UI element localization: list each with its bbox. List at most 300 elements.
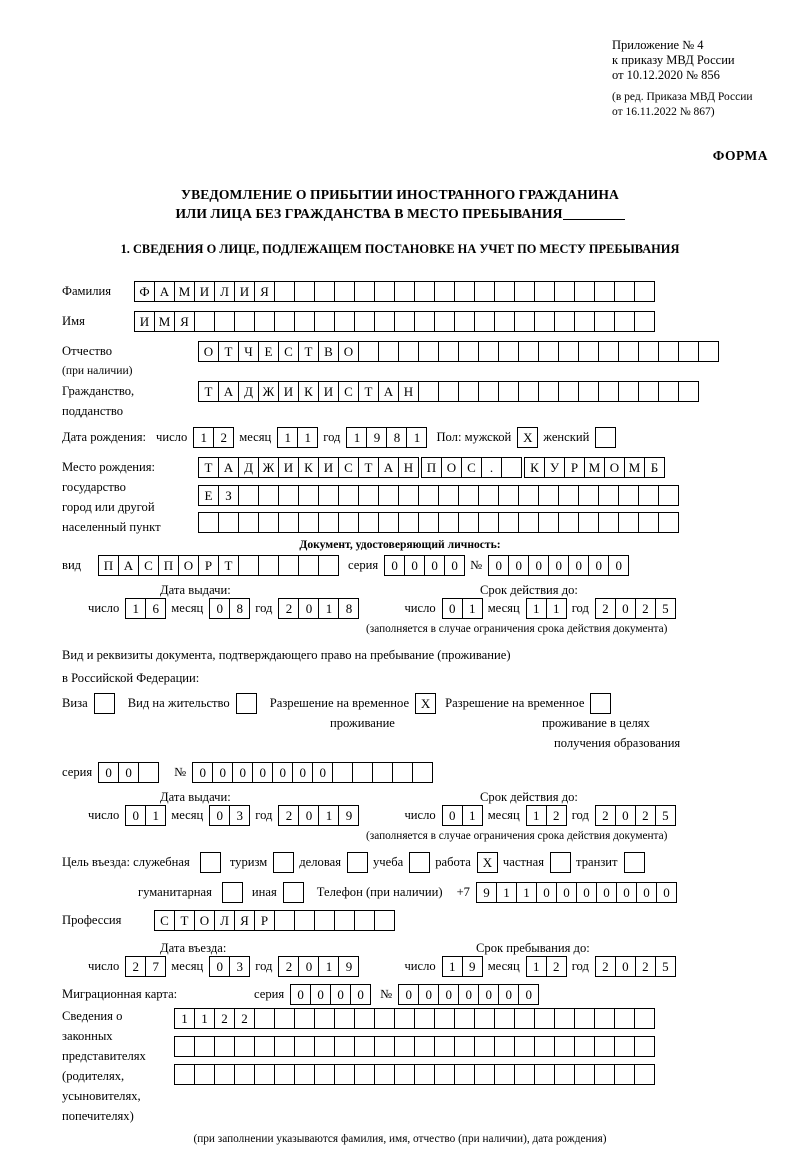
form-cell[interactable]: 1 [125, 598, 146, 619]
form-cell[interactable] [283, 882, 304, 903]
form-cell[interactable] [534, 311, 555, 332]
form-cell[interactable]: 0 [298, 956, 319, 977]
form-cell[interactable]: 0 [528, 555, 549, 576]
form-cell[interactable]: С [278, 341, 299, 362]
input-mc-number[interactable] [398, 984, 538, 1005]
checkbox-purpose-work[interactable] [477, 852, 497, 873]
form-cell[interactable] [347, 852, 368, 873]
form-cell[interactable] [614, 1064, 635, 1085]
form-cell[interactable]: М [154, 311, 175, 332]
checkbox-purpose-tourism[interactable] [273, 852, 293, 873]
input-patronymic[interactable] [198, 341, 718, 362]
form-cell[interactable]: 1 [297, 427, 318, 448]
form-cell[interactable]: 1 [194, 1008, 215, 1029]
form-cell[interactable]: Н [398, 381, 419, 402]
form-cell[interactable]: . [481, 457, 502, 478]
form-cell[interactable] [634, 281, 655, 302]
form-cell[interactable]: И [318, 457, 339, 478]
form-cell[interactable] [678, 381, 699, 402]
input-permit-valid-month[interactable] [526, 805, 566, 826]
form-cell[interactable] [658, 341, 679, 362]
form-cell[interactable] [374, 910, 395, 931]
input-birth-day[interactable] [193, 427, 233, 448]
form-cell[interactable] [194, 1036, 215, 1057]
input-legal-rep-row2[interactable] [174, 1036, 654, 1057]
form-cell[interactable] [658, 512, 679, 533]
form-cell[interactable] [594, 1064, 615, 1085]
form-cell[interactable]: 0 [488, 555, 509, 576]
form-cell[interactable]: 0 [192, 762, 213, 783]
form-cell[interactable] [595, 427, 616, 448]
form-cell[interactable]: 0 [588, 555, 609, 576]
form-cell[interactable] [434, 311, 455, 332]
form-cell[interactable]: И [278, 457, 299, 478]
form-cell[interactable] [634, 1008, 655, 1029]
form-cell[interactable]: 7 [145, 956, 166, 977]
form-cell[interactable]: И [194, 281, 215, 302]
form-cell[interactable] [414, 281, 435, 302]
form-cell[interactable] [314, 311, 335, 332]
form-cell[interactable] [334, 1008, 355, 1029]
form-cell[interactable] [478, 485, 499, 506]
form-cell[interactable]: С [154, 910, 175, 931]
checkbox-purpose-private[interactable] [550, 852, 570, 873]
form-cell[interactable] [334, 1036, 355, 1057]
form-cell[interactable] [354, 1064, 375, 1085]
form-cell[interactable]: И [318, 381, 339, 402]
form-cell[interactable]: 0 [350, 984, 371, 1005]
form-cell[interactable]: 5 [655, 956, 676, 977]
form-cell[interactable] [574, 311, 595, 332]
form-cell[interactable] [658, 381, 679, 402]
form-cell[interactable]: С [461, 457, 482, 478]
form-cell[interactable] [574, 1064, 595, 1085]
form-cell[interactable] [518, 381, 539, 402]
form-cell[interactable] [394, 1064, 415, 1085]
form-cell[interactable] [338, 485, 359, 506]
form-cell[interactable]: 1 [318, 956, 339, 977]
form-cell[interactable] [374, 281, 395, 302]
form-cell[interactable] [234, 311, 255, 332]
form-cell[interactable]: 0 [458, 984, 479, 1005]
form-cell[interactable]: К [298, 457, 319, 478]
form-cell[interactable] [298, 555, 319, 576]
form-cell[interactable] [634, 311, 655, 332]
input-entry-month[interactable] [209, 956, 249, 977]
form-cell[interactable]: 2 [635, 956, 656, 977]
checkbox-residence-permit[interactable] [236, 693, 256, 714]
form-cell[interactable] [274, 1008, 295, 1029]
form-cell[interactable] [478, 341, 499, 362]
form-cell[interactable] [558, 341, 579, 362]
form-cell[interactable] [278, 512, 299, 533]
form-cell[interactable]: И [234, 281, 255, 302]
form-cell[interactable] [534, 281, 555, 302]
form-cell[interactable]: 1 [516, 882, 537, 903]
form-cell[interactable] [354, 1008, 375, 1029]
form-cell[interactable] [314, 1064, 335, 1085]
form-cell[interactable] [174, 1064, 195, 1085]
form-cell[interactable] [314, 1008, 335, 1029]
form-cell[interactable] [578, 381, 599, 402]
form-cell[interactable] [574, 281, 595, 302]
form-cell[interactable] [234, 1036, 255, 1057]
checkbox-sex-male[interactable] [517, 427, 537, 448]
form-cell[interactable] [374, 1064, 395, 1085]
form-cell[interactable]: 0 [310, 984, 331, 1005]
form-cell[interactable]: П [98, 555, 119, 576]
input-stay-day[interactable] [442, 956, 482, 977]
form-cell[interactable]: Т [358, 457, 379, 478]
form-cell[interactable] [278, 485, 299, 506]
checkbox-temp-residence-edu[interactable] [590, 693, 610, 714]
form-cell[interactable]: 1 [406, 427, 427, 448]
form-cell[interactable]: 8 [338, 598, 359, 619]
form-cell[interactable] [554, 1036, 575, 1057]
form-cell[interactable]: 0 [212, 762, 233, 783]
form-cell[interactable] [398, 341, 419, 362]
form-cell[interactable]: 0 [442, 805, 463, 826]
input-legal-rep-row1[interactable] [174, 1008, 654, 1029]
form-cell[interactable] [294, 1008, 315, 1029]
form-cell[interactable]: X [477, 852, 498, 873]
form-cell[interactable]: 0 [556, 882, 577, 903]
form-cell[interactable]: 0 [118, 762, 139, 783]
form-cell[interactable] [574, 1036, 595, 1057]
form-cell[interactable]: П [158, 555, 179, 576]
form-cell[interactable] [414, 1008, 435, 1029]
form-cell[interactable]: 5 [655, 598, 676, 619]
form-cell[interactable] [614, 1036, 635, 1057]
form-cell[interactable]: 0 [438, 984, 459, 1005]
form-cell[interactable] [194, 1064, 215, 1085]
form-cell[interactable] [294, 910, 315, 931]
form-cell[interactable] [434, 1064, 455, 1085]
form-cell[interactable] [554, 311, 575, 332]
form-cell[interactable]: А [378, 381, 399, 402]
form-cell[interactable]: Е [258, 341, 279, 362]
form-cell[interactable]: 2 [214, 1008, 235, 1029]
form-cell[interactable]: 0 [298, 598, 319, 619]
form-cell[interactable]: 0 [298, 805, 319, 826]
input-birthplace-mid[interactable] [421, 457, 521, 478]
checkbox-temp-residence[interactable] [415, 693, 435, 714]
form-cell[interactable]: 0 [292, 762, 313, 783]
form-cell[interactable] [394, 1036, 415, 1057]
form-cell[interactable] [334, 1064, 355, 1085]
form-cell[interactable] [458, 485, 479, 506]
form-cell[interactable]: Н [398, 457, 419, 478]
form-cell[interactable] [314, 910, 335, 931]
form-cell[interactable]: Ж [258, 381, 279, 402]
form-cell[interactable]: 1 [462, 805, 483, 826]
form-cell[interactable]: 0 [615, 805, 636, 826]
form-cell[interactable]: Т [174, 910, 195, 931]
form-cell[interactable] [514, 1036, 535, 1057]
form-cell[interactable]: 0 [518, 984, 539, 1005]
form-cell[interactable] [138, 762, 159, 783]
form-cell[interactable] [200, 852, 221, 873]
form-cell[interactable]: 0 [330, 984, 351, 1005]
form-cell[interactable] [354, 910, 375, 931]
form-cell[interactable] [374, 311, 395, 332]
form-cell[interactable]: Р [198, 555, 219, 576]
form-cell[interactable]: 2 [595, 956, 616, 977]
form-cell[interactable] [374, 1036, 395, 1057]
form-cell[interactable]: З [218, 485, 239, 506]
form-cell[interactable] [550, 852, 571, 873]
form-cell[interactable] [418, 512, 439, 533]
form-cell[interactable]: Я [254, 281, 275, 302]
form-cell[interactable] [624, 852, 645, 873]
form-cell[interactable] [354, 1036, 375, 1057]
form-cell[interactable]: О [198, 341, 219, 362]
input-valid-year[interactable] [595, 598, 675, 619]
form-cell[interactable]: 1 [442, 956, 463, 977]
form-cell[interactable] [334, 281, 355, 302]
form-cell[interactable] [454, 1036, 475, 1057]
form-cell[interactable] [294, 281, 315, 302]
form-cell[interactable]: 0 [615, 598, 636, 619]
form-cell[interactable] [214, 311, 235, 332]
form-cell[interactable]: Л [214, 281, 235, 302]
form-cell[interactable] [358, 485, 379, 506]
form-cell[interactable]: С [338, 381, 359, 402]
form-cell[interactable] [238, 485, 259, 506]
form-cell[interactable]: Б [644, 457, 665, 478]
form-cell[interactable]: Т [218, 555, 239, 576]
form-cell[interactable]: 0 [444, 555, 465, 576]
form-cell[interactable]: Ж [258, 457, 279, 478]
form-cell[interactable] [434, 1036, 455, 1057]
form-cell[interactable] [458, 512, 479, 533]
form-cell[interactable]: 1 [145, 805, 166, 826]
form-cell[interactable] [518, 485, 539, 506]
form-cell[interactable]: 0 [209, 598, 230, 619]
input-entry-day[interactable] [125, 956, 165, 977]
form-cell[interactable] [474, 1064, 495, 1085]
form-cell[interactable]: 6 [145, 598, 166, 619]
form-cell[interactable] [394, 311, 415, 332]
form-cell[interactable]: 0 [209, 805, 230, 826]
form-cell[interactable] [298, 512, 319, 533]
form-cell[interactable]: П [421, 457, 442, 478]
input-mc-series[interactable] [290, 984, 370, 1005]
form-cell[interactable] [638, 485, 659, 506]
form-cell[interactable] [409, 852, 430, 873]
form-cell[interactable]: 0 [442, 598, 463, 619]
form-cell[interactable]: Т [198, 457, 219, 478]
form-cell[interactable] [474, 311, 495, 332]
form-cell[interactable]: 0 [615, 956, 636, 977]
form-cell[interactable] [214, 1036, 235, 1057]
form-cell[interactable] [414, 1036, 435, 1057]
form-cell[interactable] [514, 281, 535, 302]
form-cell[interactable]: 3 [229, 956, 250, 977]
form-cell[interactable]: 0 [596, 882, 617, 903]
form-cell[interactable]: 2 [546, 805, 567, 826]
form-cell[interactable] [394, 281, 415, 302]
form-cell[interactable] [458, 341, 479, 362]
form-cell[interactable]: 2 [278, 805, 299, 826]
input-name[interactable] [134, 311, 654, 332]
input-stay-year[interactable] [595, 956, 675, 977]
form-cell[interactable]: 0 [508, 555, 529, 576]
input-issue-month[interactable] [209, 598, 249, 619]
input-issue-year[interactable] [278, 598, 358, 619]
form-cell[interactable]: 0 [608, 555, 629, 576]
input-birthplace-row3[interactable] [198, 512, 678, 533]
form-cell[interactable] [294, 1064, 315, 1085]
form-cell[interactable] [354, 311, 375, 332]
form-cell[interactable] [334, 311, 355, 332]
form-cell[interactable] [498, 381, 519, 402]
input-valid-month[interactable] [526, 598, 566, 619]
input-valid-day[interactable] [442, 598, 482, 619]
form-cell[interactable] [254, 311, 275, 332]
input-profession[interactable] [154, 910, 394, 931]
form-cell[interactable] [698, 341, 719, 362]
form-cell[interactable] [618, 512, 639, 533]
form-cell[interactable]: К [524, 457, 545, 478]
form-cell[interactable]: 0 [568, 555, 589, 576]
form-cell[interactable] [298, 485, 319, 506]
form-cell[interactable]: 1 [546, 598, 567, 619]
form-cell[interactable]: X [517, 427, 538, 448]
form-cell[interactable]: 1 [496, 882, 517, 903]
form-cell[interactable]: 0 [576, 882, 597, 903]
input-birthplace-tail[interactable] [524, 457, 664, 478]
form-cell[interactable] [534, 1036, 555, 1057]
form-cell[interactable] [638, 381, 659, 402]
form-cell[interactable] [438, 381, 459, 402]
form-cell[interactable] [514, 1064, 535, 1085]
form-cell[interactable]: 2 [213, 427, 234, 448]
form-cell[interactable]: 0 [536, 882, 557, 903]
form-cell[interactable] [618, 341, 639, 362]
form-cell[interactable]: 1 [346, 427, 367, 448]
form-cell[interactable]: 2 [278, 598, 299, 619]
form-cell[interactable] [614, 1008, 635, 1029]
form-cell[interactable]: О [194, 910, 215, 931]
form-cell[interactable] [398, 485, 419, 506]
form-cell[interactable] [258, 512, 279, 533]
form-cell[interactable]: А [118, 555, 139, 576]
form-cell[interactable] [414, 311, 435, 332]
form-cell[interactable]: 1 [318, 598, 339, 619]
form-cell[interactable]: 2 [635, 598, 656, 619]
form-cell[interactable] [494, 1036, 515, 1057]
form-cell[interactable]: 0 [384, 555, 405, 576]
form-cell[interactable]: 2 [595, 805, 616, 826]
form-cell[interactable]: 5 [655, 805, 676, 826]
checkbox-purpose-transit[interactable] [624, 852, 644, 873]
form-cell[interactable] [236, 693, 257, 714]
checkbox-purpose-service[interactable] [200, 852, 220, 873]
form-cell[interactable]: Т [298, 341, 319, 362]
form-cell[interactable]: И [278, 381, 299, 402]
form-cell[interactable] [578, 512, 599, 533]
form-cell[interactable] [438, 485, 459, 506]
form-cell[interactable] [454, 1008, 475, 1029]
form-cell[interactable] [638, 512, 659, 533]
form-cell[interactable]: X [415, 693, 436, 714]
form-cell[interactable] [434, 1008, 455, 1029]
form-cell[interactable]: М [174, 281, 195, 302]
form-cell[interactable]: И [134, 311, 155, 332]
form-cell[interactable] [274, 281, 295, 302]
form-cell[interactable] [494, 1064, 515, 1085]
form-cell[interactable] [434, 281, 455, 302]
form-cell[interactable]: О [441, 457, 462, 478]
form-cell[interactable] [594, 311, 615, 332]
form-cell[interactable]: 0 [312, 762, 333, 783]
form-cell[interactable]: 2 [125, 956, 146, 977]
form-cell[interactable] [234, 1064, 255, 1085]
input-surname[interactable] [134, 281, 654, 302]
form-cell[interactable]: Л [214, 910, 235, 931]
form-cell[interactable] [278, 555, 299, 576]
form-cell[interactable]: 1 [526, 598, 547, 619]
form-cell[interactable]: Д [238, 381, 259, 402]
form-cell[interactable]: С [138, 555, 159, 576]
form-cell[interactable]: 0 [498, 984, 519, 1005]
form-cell[interactable] [354, 281, 375, 302]
form-cell[interactable]: Ч [238, 341, 259, 362]
form-cell[interactable] [534, 1008, 555, 1029]
form-cell[interactable]: 1 [174, 1008, 195, 1029]
form-cell[interactable]: М [624, 457, 645, 478]
input-permit-series[interactable] [98, 762, 158, 783]
form-cell[interactable] [558, 485, 579, 506]
form-cell[interactable]: 0 [272, 762, 293, 783]
input-legal-rep-row3[interactable] [174, 1064, 654, 1085]
form-cell[interactable]: А [378, 457, 399, 478]
form-cell[interactable] [594, 1036, 615, 1057]
form-cell[interactable] [218, 512, 239, 533]
form-cell[interactable]: О [338, 341, 359, 362]
input-doc-series[interactable] [384, 555, 464, 576]
form-cell[interactable]: 2 [546, 956, 567, 977]
form-cell[interactable]: 2 [234, 1008, 255, 1029]
form-cell[interactable]: 1 [526, 805, 547, 826]
form-cell[interactable] [538, 512, 559, 533]
input-doc-kind[interactable] [98, 555, 338, 576]
input-permit-issue-month[interactable] [209, 805, 249, 826]
form-cell[interactable] [412, 762, 433, 783]
form-cell[interactable]: О [604, 457, 625, 478]
input-birthplace-state[interactable] [198, 457, 418, 478]
form-cell[interactable] [274, 1064, 295, 1085]
form-cell[interactable] [194, 311, 215, 332]
form-cell[interactable] [478, 512, 499, 533]
form-cell[interactable]: Т [198, 381, 219, 402]
form-cell[interactable] [254, 1036, 275, 1057]
form-cell[interactable] [274, 311, 295, 332]
form-cell[interactable]: В [318, 341, 339, 362]
form-cell[interactable] [314, 281, 335, 302]
form-cell[interactable]: 0 [548, 555, 569, 576]
form-cell[interactable]: О [178, 555, 199, 576]
form-cell[interactable] [614, 311, 635, 332]
form-cell[interactable]: Т [218, 341, 239, 362]
form-cell[interactable]: 0 [398, 984, 419, 1005]
form-cell[interactable] [494, 311, 515, 332]
form-cell[interactable]: К [298, 381, 319, 402]
form-cell[interactable] [294, 1036, 315, 1057]
form-cell[interactable]: 0 [404, 555, 425, 576]
form-cell[interactable] [374, 1008, 395, 1029]
